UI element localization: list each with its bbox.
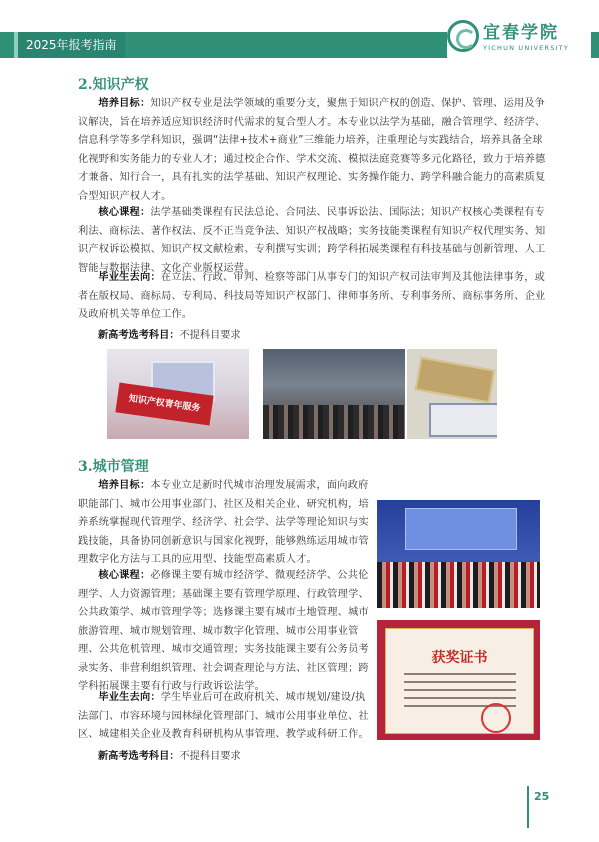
page-number: 25 xyxy=(534,790,550,803)
urban-req-label: 新高考选考科目： xyxy=(98,751,180,762)
photo-crowd xyxy=(263,405,405,439)
award-certificate-photo xyxy=(377,620,540,740)
ip-req-text: 不提科目要求 xyxy=(179,330,241,341)
seal-icon xyxy=(481,703,511,733)
urban-career-label: 毕业生去向： xyxy=(98,692,161,703)
urban-req-text: 不提科目要求 xyxy=(179,751,241,762)
certificate-title: 获奖证书 xyxy=(431,650,488,666)
section-title-urban: 3.城市管理 xyxy=(78,459,149,475)
university-logo xyxy=(447,18,591,58)
ip-course-text: 法学基础类课程有民法总论、合同法、民事诉讼法、国际法；知识产权核心类课程有专利法、商标法、著作权法、反不正当竞争法、知识产权战略；实务技能类课程有知识产权代理实务、知识产权诉讼模拟、知识产权文献检索、专利撰写实训；跨学科拓展类课程有科技基础与创新管理、人工智能与数据法律、文化产业版权运营。 xyxy=(78,207,546,274)
urban-goal-paragraph xyxy=(78,477,374,570)
ip-plaque-photo xyxy=(407,349,497,439)
ip-goal-paragraph xyxy=(78,95,546,206)
section-title-ip: 2.知识产权 xyxy=(78,77,149,93)
guide-title: 2025年报考指南 xyxy=(14,32,125,58)
urban-goal-text: 本专业立足新时代城市治理发展需求，面向政府职能部门、城市公用事业部门、社区及相关企业、研究机构，培养系统掌握现代管理学、经济学、社会学、法学等理论知识与实践技能，具备协同创新意识与国家化视野，能够熟练运用城市管理数字化方法与工具的应用型、技能型高素质人才。 xyxy=(78,480,369,565)
photo-banner-text: 知识产权青年服务 xyxy=(115,383,213,426)
photo-plaque xyxy=(429,403,497,437)
urban-career-paragraph xyxy=(78,689,374,745)
logo-english-text: YICHUN UNIVERSITY xyxy=(483,44,569,52)
urban-goal-label: 培养目标： xyxy=(98,480,151,491)
ip-career-label: 毕业生去向： xyxy=(98,272,161,283)
ip-req-label: 新高考选考科目： xyxy=(98,330,180,341)
urban-group-photo xyxy=(377,500,540,608)
logo-text: 宜春学院 xyxy=(483,23,559,43)
urban-career-text: 学生毕业后可在政府机关、城市规划/建设/执法部门、市容环境与园林绿化管理部门、城市公用事业单位、社区、城建相关企业及教育科研机构从事管理、教学或科研工作。 xyxy=(78,692,369,740)
page-number-rule xyxy=(527,786,529,828)
ip-group-photo xyxy=(263,349,405,439)
ip-requirement xyxy=(98,326,241,341)
ip-event-photo xyxy=(107,349,249,439)
urban-course-label: 核心课程： xyxy=(98,570,151,581)
urban-requirement xyxy=(98,747,241,762)
logo-emblem-icon xyxy=(447,20,479,52)
photo-crowd xyxy=(377,562,540,608)
ip-course-label: 核心课程： xyxy=(98,207,151,218)
certificate-body xyxy=(385,628,534,734)
ip-goal-label: 培养目标： xyxy=(98,98,151,109)
ip-goal-text: 知识产权专业是法学领域的重要分支，聚焦于知识产权的创造、保护、管理、运用及争议解决，旨在培养适应知识经济时代需求的复合型人才。本专业以法学为基础，融合管理学、经济学、信息科学等多学科知识，强调“法律+技术+商业”三维能力培养，注重理论与实践结合，培养具备全球化视野和实务能力的专业人才；通过校企合作、学术交流、模拟法庭竞赛等多元化路径，致力于培养德才兼备、知行合一，具有扎实的法学基础、知识产权理论、实务操作能力、跨学科融合能力的高素质复合型知识产权人才。 xyxy=(78,98,546,202)
ip-course-paragraph xyxy=(78,204,546,278)
urban-course-paragraph xyxy=(78,567,374,697)
photo-plaque xyxy=(415,357,496,404)
ip-career-text: 在立法、行政、审判、检察等部门从事专门的知识产权司法审判及其他法律事务，或者在版权局、商标局、专利局、科技局等知识产权部门、律师事务所、专利事务所、商标事务所、企业及政府机关等单位工作。 xyxy=(78,272,546,320)
urban-course-text: 必修课主要有城市经济学、微观经济学、公共伦理学、人力资源管理；基础课主要有管理学原理、行政管理学、公共政策学、城市管理学等；选修课主要有城市土地管理、城市旅游管理、城市规划管理、城市数字化管理、城市公用事业管理、公共危机管理、城市交通管理；实务技能课主要有公务员考录实务、非营利组织管理、社会调查理论与方法、社区管理；跨学科拓展课主要有行政与行政诉讼法学。 xyxy=(78,570,369,692)
photo-screen xyxy=(405,508,517,550)
ip-career-paragraph xyxy=(78,269,546,325)
